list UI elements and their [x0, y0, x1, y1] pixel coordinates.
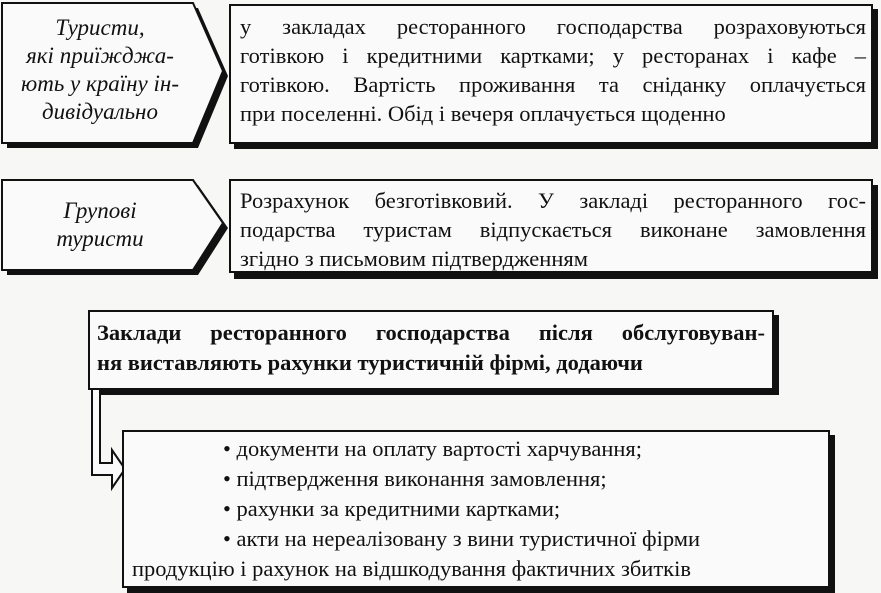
label-line: ють у країну ін-	[21, 71, 179, 96]
bullet-icon: •	[223, 436, 231, 461]
bullet-icon: •	[223, 496, 231, 521]
summary-line: Заклади ресторанного господарства після обслуговуван-	[97, 320, 765, 345]
label-line: Туристи,	[55, 15, 145, 40]
label-line: туристи	[56, 226, 144, 251]
text-line: у закладах ресторанного господарства розраховуються	[240, 14, 866, 39]
summary-text	[97, 318, 765, 378]
text-line: готівкою і кредитними картками; у ресторанах і кафе –	[240, 43, 866, 68]
list-item-continuation: продукцію і рахунок на відшкодування фактичних збитків	[132, 556, 691, 581]
text-line: згідно з письмовим підтвердженням	[240, 246, 588, 271]
list-item-text: документи на оплату вартості харчування;	[236, 436, 643, 461]
label-line: дивідуально	[42, 99, 158, 124]
label-line: Групові	[63, 198, 137, 223]
bullet-icon: •	[223, 466, 231, 491]
attachments-list	[132, 434, 822, 584]
list-item	[132, 494, 822, 524]
label-group-tourists	[8, 197, 192, 253]
text-line: подарства туристам відпускається виконане замовлення	[240, 217, 866, 242]
text-line: при поселенні. Обід і вечеря оплачується щоденно	[240, 101, 726, 126]
list-item-text: рахунки за кредитними картками;	[236, 496, 561, 521]
list-item	[132, 464, 822, 494]
individual-tourists-description	[240, 12, 866, 128]
connector-arrow	[92, 389, 125, 488]
list-item-text: акти на нереалізовану з вини туристичної фірми	[236, 526, 701, 551]
bullet-icon: •	[223, 526, 231, 551]
label-line: які приїжджа-	[26, 43, 174, 68]
list-item	[132, 524, 822, 554]
label-individual-tourists	[8, 14, 192, 126]
group-tourists-description	[240, 186, 866, 273]
text-line: Розрахунок безготівковий. У закладі ресторанного гос-	[240, 188, 866, 213]
summary-line: ня виставляють рахунки туристичній фірмі, додаючи	[97, 350, 643, 375]
text-line: готівкою. Вартість проживання та сніданку оплачується	[240, 72, 866, 97]
list-item	[132, 434, 822, 464]
list-item-text: підтвердження виконання замовлення;	[236, 466, 607, 491]
